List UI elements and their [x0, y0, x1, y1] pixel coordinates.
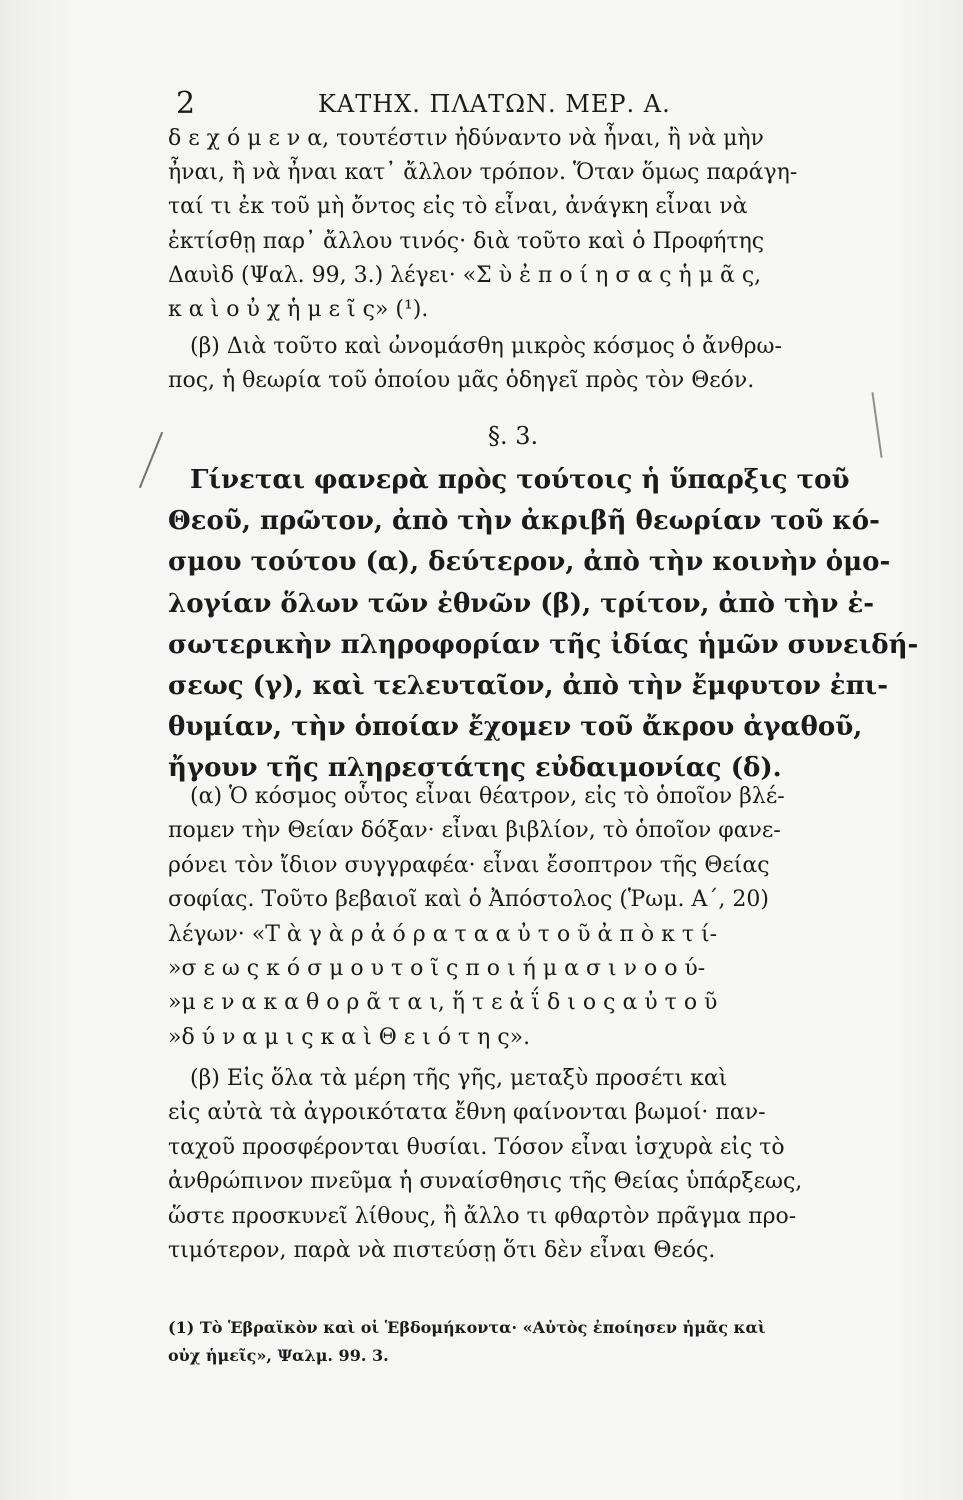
text-line: θυμίαν, τὴν ὁποίαν ἔχομεν τοῦ ἄκρου ἀγαθοῦ,	[168, 712, 863, 743]
note-beta-upper	[168, 330, 820, 398]
text-line: ρόνει τὸν ἴδιον συγγραφέα· εἶναι ἔσοπτρον τῆς Θείας	[168, 852, 770, 878]
running-title: ΚΑΤΗΧ. ΠΛΑΤΩΝ. ΜΕΡ. Α.	[318, 90, 671, 118]
main-paragraph	[168, 460, 919, 790]
text-line: τιμότερον, παρὰ νὰ πιστεύσῃ ὅτι δὲν εἶναι Θεός.	[168, 1238, 716, 1264]
text-line: Γίνεται φανερὰ πρὸς τούτοις ἡ ὕπαρξις τοῦ	[190, 465, 850, 495]
section-heading: §. 3.	[488, 422, 539, 450]
paragraph-continuation	[168, 122, 820, 327]
text-line: λογίαν ὅλων τῶν ἐθνῶν (β), τρίτον, ἀπὸ τὴν ἐ-	[168, 588, 875, 619]
text-line: πομεν τὴν Θείαν δόξαν· εἶναι βιβλίον, τὸ ὁποῖον φανε-	[168, 818, 781, 844]
text-line: »σ ε ω ς κ ό σ μ ο υ τ ο ῖ ς π ο ι ή μ α σ ι ν ο ο ύ-	[168, 956, 706, 982]
text-line: (α) Ὁ κόσμος οὗτος εἶναι θέατρον, εἰς τὸ ὁποῖον βλέ-	[190, 784, 785, 809]
margin-mark	[871, 392, 882, 458]
text-line: ἤγουν τῆς πληρεστάτης εὐδαιμονίας (δ).	[168, 753, 782, 784]
text-line: εἰς αὐτὰ τὰ ἀγροικότατα ἔθνη φαίνονται βωμοί· παν-	[168, 1100, 766, 1126]
text-line: λέγων· «Τ ὰ γ ὰ ρ ἀ ό ρ α τ α α ὐ τ ο ῦ ἀ π ὸ κ τ ί-	[168, 921, 718, 947]
text-line: (β) Εἰς ὅλα τὰ μέρη τῆς γῆς, μεταξὺ προσέτι καὶ	[190, 1066, 728, 1091]
text-line: ταί τι ἐκ τοῦ μὴ ὄντος εἰς τὸ εἶναι, ἀνάγκη εἶναι νὰ	[168, 194, 748, 220]
text-line: ἐκτίσθῃ παρ᾽ ἄλλου τινός· διὰ τοῦτο καὶ ὁ Προφήτης	[168, 228, 765, 254]
text-line: ἀνθρώπινον πνεῦμα ἡ συναίσθησις τῆς Θείας ὑπάρξεως,	[168, 1169, 803, 1195]
text-line: (β) Διὰ τοῦτο καὶ ὠνομάσθη μικρὸς κόσμος ὁ ἄνθρω-	[190, 334, 782, 359]
text-line: πος, ἡ θεωρία τοῦ ὁποίου μᾶς ὁδηγεῖ πρὸς τὸν Θεόν.	[168, 368, 755, 394]
running-header	[168, 86, 808, 120]
note-alpha	[168, 780, 820, 1055]
footnote-line: οὐχ ἡμεῖς», Ψαλμ. 99. 3.	[168, 1346, 389, 1365]
text-line: Δαυὶδ (Ψαλ. 99, 3.) λέγει· «Σ ὺ ἐ π ο ί η σ α ς ἡ μ ᾶ ς,	[168, 262, 762, 288]
text-line: »μ ε ν α κ α θ ο ρ ᾶ τ α ι, ἥ τ ε ἀ ΐ δ ι ο ς α ὐ τ ο ῦ	[168, 990, 718, 1016]
text-line: »δ ύ ν α μ ι ς κ α ὶ Θ ε ι ό τ η ς».	[168, 1024, 531, 1050]
page-number: 2	[176, 86, 196, 121]
text-line: σοφίας. Τοῦτο βεβαιοῖ καὶ ὁ Ἀπόστολος (Ῥωμ. Α΄, 20)	[168, 887, 769, 913]
text-line: ταχοῦ προσφέρονται θυσίαι. Τόσον εἶναι ἰσχυρὰ εἰς τὸ	[168, 1134, 785, 1160]
text-line: σεως (γ), καὶ τελευταῖον, ἀπὸ τὴν ἔμφυτον ἐπι-	[168, 671, 889, 702]
margin-bracket	[139, 432, 163, 488]
text-line: Θεοῦ, πρῶτον, ἀπὸ τὴν ἀκριβῆ θεωρίαν τοῦ κό-	[168, 506, 880, 537]
footnote	[168, 1314, 820, 1370]
text-line: ὥστε προσκυνεῖ λίθους, ἢ ἄλλο τι φθαρτὸν πρᾶγμα προ-	[168, 1203, 797, 1229]
text-line: σωτερικὴν πληροφορίαν τῆς ἰδίας ἡμῶν συνειδή-	[168, 629, 919, 660]
footnote-line: (1) Τὸ Ἑβραϊκὸν καὶ οἱ Ἑβδομήκοντα· «Αὐτὸς ἐποίησεν ἡμᾶς καὶ	[168, 1318, 766, 1337]
text-line: κ α ὶ ο ὐ χ ἡ μ ε ῖ ς» (¹).	[168, 297, 429, 323]
note-beta	[168, 1062, 820, 1268]
text-line: ἦναι, ἢ νὰ ἦναι κατ᾽ ἄλλον τρόπον. Ὅταν ὅμως παράγη-	[168, 160, 798, 186]
text-line: σμου τούτου (α), δεύτερον, ἀπὸ τὴν κοινὴν ὁμο-	[168, 547, 891, 578]
text-line: δ ε χ ό μ ε ν α, τουτέστιν ἠδύναντο νὰ ἦναι, ἢ νὰ μὴν	[168, 126, 764, 151]
